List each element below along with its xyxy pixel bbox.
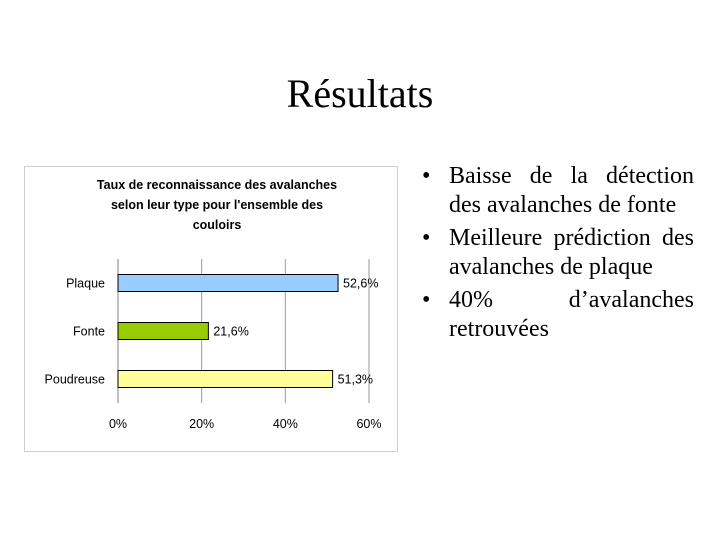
bullet-text: Meilleure prédiction des avalanches de plaque [449, 225, 694, 280]
bullet-text: 40% d’avalanches retrouvées [449, 287, 694, 342]
category-label: Plaque [66, 276, 105, 291]
bullet-dot-icon: • [422, 287, 431, 313]
data-label: 52,6% [343, 276, 379, 291]
bullet-item [414, 286, 694, 344]
tick-label: 0% [108, 417, 128, 431]
bar [118, 275, 338, 292]
chart-title-line-2: selon leur type pour l'ensemble des [110, 198, 324, 212]
bullet-item [414, 162, 694, 220]
chart-canvas [25, 167, 397, 451]
data-label: 21,6% [213, 324, 249, 339]
chart-title-line-1: Taux de reconnaissance des avalanches [96, 178, 338, 192]
labels [45, 277, 382, 432]
bar [118, 323, 208, 340]
bullet-list [414, 162, 694, 348]
bar-chart [24, 166, 398, 452]
bullet-dot-icon: • [422, 163, 431, 189]
tick-label: 40% [272, 417, 298, 431]
bar [118, 371, 333, 388]
slide-title: Résultats [286, 71, 434, 116]
bullet-text: Baisse de la détection des avalanches de fonte [449, 163, 694, 218]
tick-label: 60% [356, 417, 382, 431]
chart-title-line-3: couloirs [192, 218, 242, 232]
chart-title [97, 178, 337, 232]
category-label: Fonte [73, 324, 105, 339]
bullet-item [414, 224, 694, 282]
tick-label: 20% [189, 417, 215, 431]
bullet-dot-icon: • [422, 225, 431, 251]
category-label: Poudreuse [44, 372, 105, 387]
data-label: 51,3% [337, 372, 374, 387]
